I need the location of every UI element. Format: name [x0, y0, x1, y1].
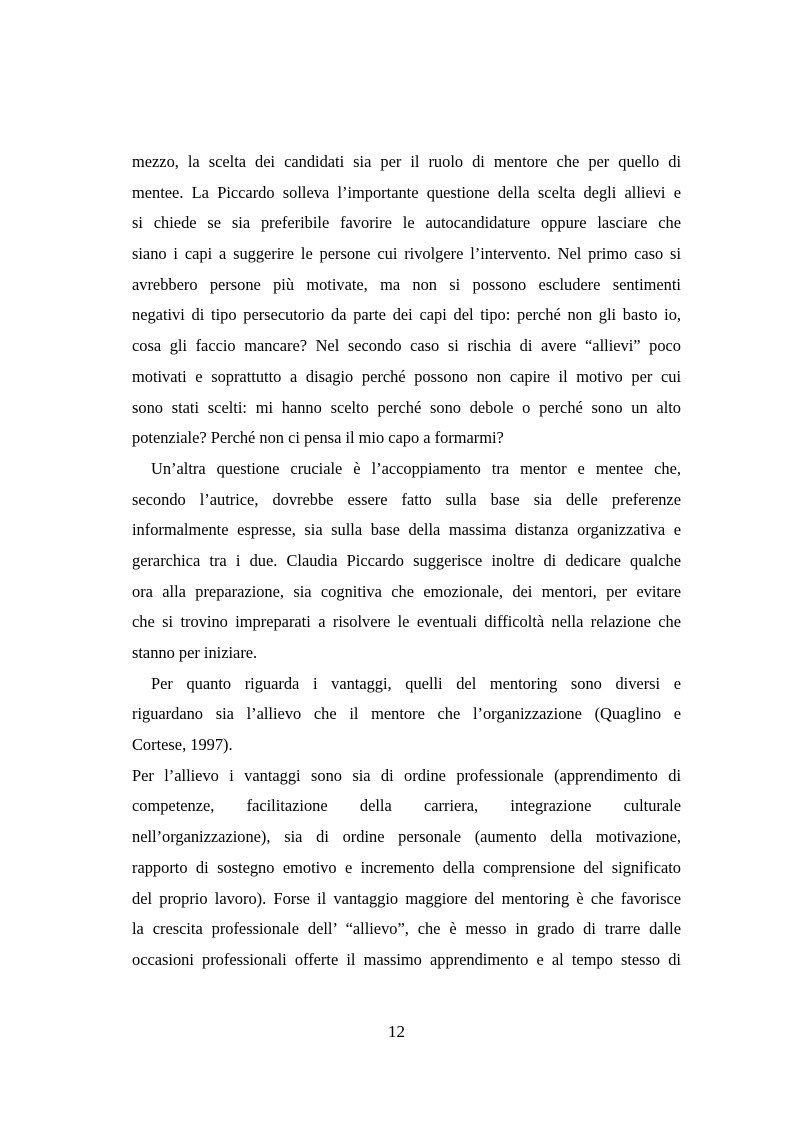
- text-line: stanno per iniziare.: [132, 643, 258, 662]
- text-line: potenziale? Perché non ci pensa il mio capo a formarmi?: [132, 428, 504, 448]
- text-line: si chiede se sia preferibile favorire le autocandidature oppure lasciare che: [132, 213, 681, 233]
- body-text: [132, 147, 681, 976]
- text-line: secondo l’autrice, dovrebbe essere fatto sulla base sia delle preferenze: [132, 489, 681, 509]
- text-line: che si trovino impreparati a risolvere le eventuali difficoltà nella relazione che: [132, 612, 681, 632]
- text-line: gerarchica tra i due. Claudia Piccardo suggerisce inoltre di dedicare qualche: [132, 550, 681, 570]
- text-line: sono stati scelti: mi hanno scelto perché sono debole o perché sono un alto: [132, 397, 681, 417]
- text-line: mentee. La Piccardo solleva l’importante questione della scelta degli allievi e: [132, 182, 681, 202]
- text-line: riguardano sia l’allievo che il mentore che l’organizzazione (Quaglino e: [132, 704, 681, 724]
- text-line: mezzo, la scelta dei candidati sia per il ruolo di mentore che per quello di: [132, 152, 681, 171]
- text-line: competenze, facilitazione della carriera, integrazione culturale: [132, 796, 681, 816]
- text-line: del proprio lavoro). Forse il vantaggio maggiore del mentoring è che favorisce: [132, 888, 681, 908]
- text-line: rapporto di sostegno emotivo e incremento della comprensione del significato: [132, 857, 681, 877]
- page-number: 12: [388, 1022, 405, 1041]
- text-line: avrebbero persone più motivate, ma non si possono escludere sentimenti: [132, 274, 681, 294]
- text-line: occasioni professionali offerte il massimo apprendimento e al tempo stesso di: [132, 949, 681, 969]
- text-line: negativi di tipo persecutorio da parte dei capi del tipo: perché non gli basto io,: [132, 305, 681, 325]
- paragraph-start-line: Per l’allievo i vantaggi sono sia di ordine professionale (apprendimento di: [132, 765, 681, 785]
- text-line: ora alla preparazione, sia cognitiva che emozionale, dei mentori, per evitare: [132, 581, 681, 601]
- text-line: informalmente espresse, sia sulla base della massima distanza organizzativa e: [132, 520, 681, 540]
- text-line: Cortese, 1997).: [132, 735, 233, 755]
- paragraph-start-line: Un’altra questione cruciale è l’accoppiamento tra mentor e mentee che,: [151, 458, 681, 478]
- text-line: cosa gli faccio mancare? Nel secondo caso si rischia di avere “allievi” poco: [132, 336, 681, 356]
- text-line: la crescita professionale dell’ “allievo”, che è messo in grado di trarre dalle: [132, 919, 681, 939]
- paragraph-start-line: Per quanto riguarda i vantaggi, quelli del mentoring sono diversi e: [151, 673, 681, 693]
- text-line: motivati e soprattutto a disagio perché possono non capire il motivo per cui: [132, 366, 681, 386]
- text-line: siano i capi a suggerire le persone cui rivolgere l’intervento. Nel primo caso si: [132, 244, 681, 264]
- text-line: nell’organizzazione), sia di ordine personale (aumento della motivazione,: [132, 827, 681, 847]
